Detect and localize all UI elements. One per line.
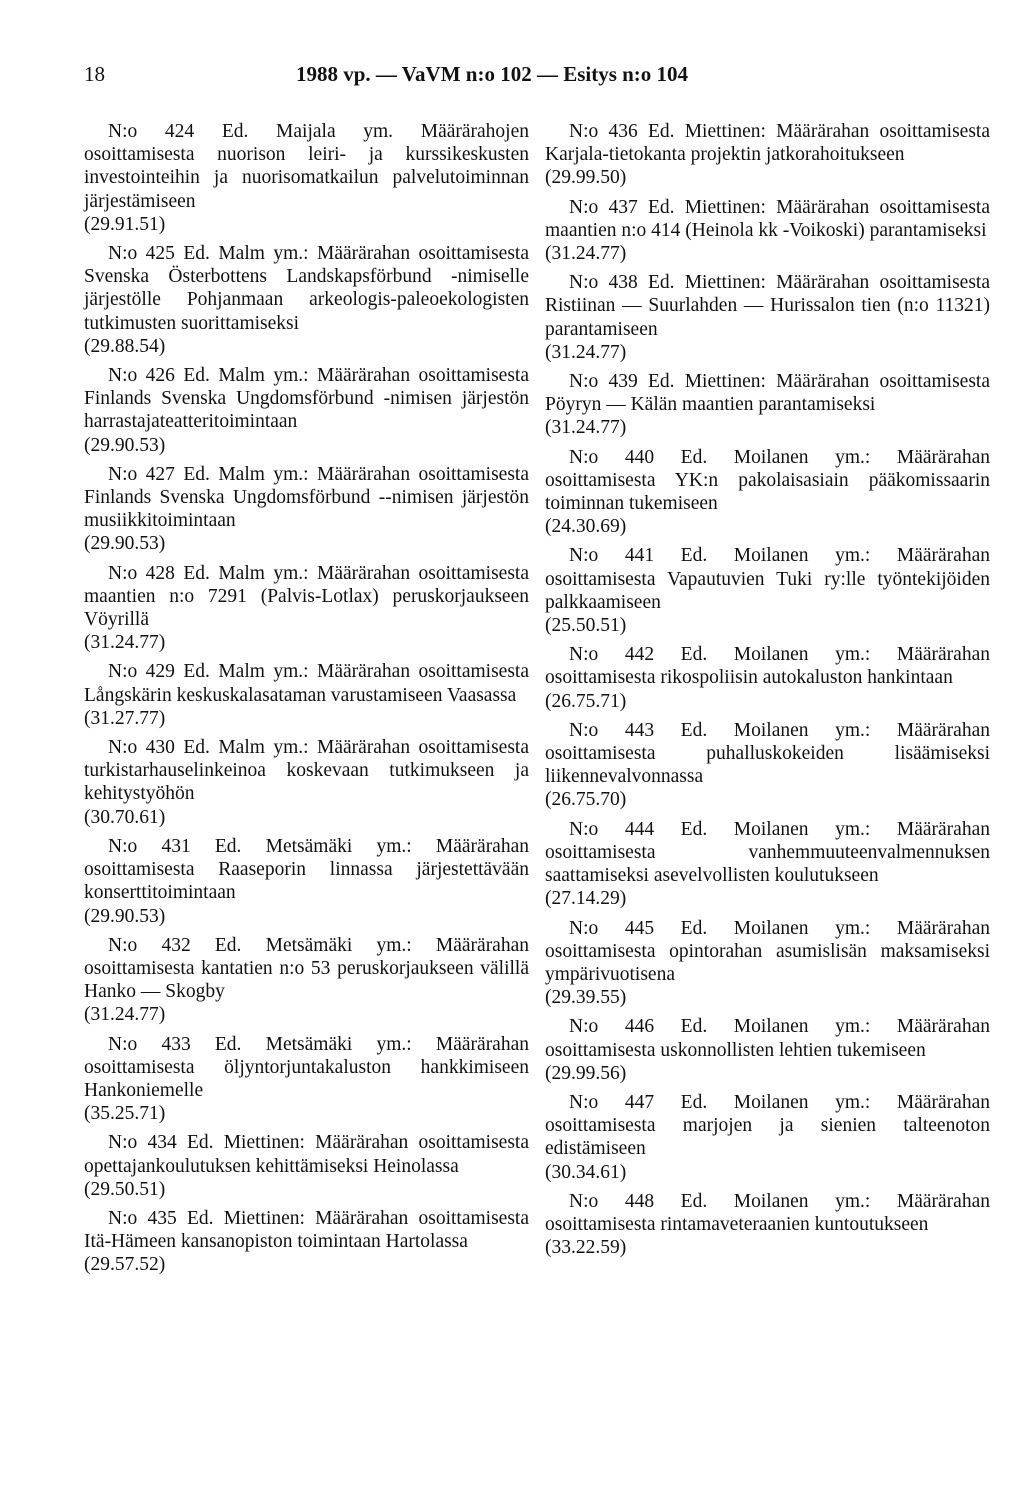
motion-entry: [545, 643, 990, 713]
budget-code: (26.75.71): [545, 690, 627, 712]
motion-description: N:o 437 Ed. Miettinen: Määrärahan osoittamisesta maantien n:o 414 (Heinola kk -Voikoski) parantamiseksi: [545, 196, 990, 241]
budget-code: (29.88.54): [84, 335, 166, 357]
motion-description: N:o 434 Ed. Miettinen: Määrärahan osoittamisesta opettajankoulutuksen kehittämiseksi Heinolassa: [84, 1132, 529, 1177]
budget-code: (25.50.51): [545, 615, 627, 637]
motion-entry: [545, 196, 990, 266]
budget-code: (27.14.29): [545, 888, 627, 910]
page-header: [0, 62, 1024, 92]
motion-entry: [84, 1207, 529, 1277]
motion-entry: [545, 719, 990, 812]
budget-code: (26.75.70): [545, 789, 627, 811]
motion-description: N:o 433 Ed. Metsämäki ym.: Määrärahan osoittamisesta öljyntorjuntakaluston hankkimiseen Hankoniemelle: [84, 1033, 529, 1101]
left-column: [84, 120, 529, 1283]
motion-description: N:o 448 Ed. Moilanen ym.: Määrärahan osoittamisesta rintamaveteraanien kuntoutukseen: [545, 1190, 990, 1235]
budget-code: (29.90.53): [84, 434, 166, 456]
motion-entry: [84, 934, 529, 1027]
budget-code: (30.70.61): [84, 806, 166, 828]
budget-code: (31.24.77): [545, 243, 627, 265]
budget-code: (31.24.77): [545, 341, 627, 363]
budget-code: (29.99.56): [545, 1062, 627, 1084]
motion-description: N:o 435 Ed. Miettinen: Määrärahan osoittamisesta Itä-Hämeen kansanopiston toimintaan Hartolassa: [84, 1207, 529, 1253]
motion-entry: [84, 463, 529, 556]
motion-entry: [545, 1015, 990, 1085]
motion-description: N:o 428 Ed. Malm ym.: Määrärahan osoittamisesta maantien n:o 7291 (Palvis-Lotlax) peruskorjaukseen Vöyrillä: [84, 562, 529, 631]
budget-code: (29.39.55): [545, 987, 627, 1009]
motion-entry: [84, 562, 529, 655]
motion-entry: [545, 544, 990, 637]
motion-description: N:o 445 Ed. Moilanen ym.: Määrärahan osoittamisesta opintorahan asumislisän maksamiseksi ympärivuotisena: [545, 917, 990, 985]
budget-code: (29.57.52): [84, 1254, 166, 1276]
budget-code: (29.91.51): [84, 213, 166, 235]
motion-entry: [545, 1091, 990, 1184]
motion-description: N:o 439 Ed. Miettinen: Määrärahan osoittamisesta Pöyryn — Kälän maantien parantamiseksi: [545, 371, 990, 416]
motion-description: N:o 427 Ed. Malm ym.: Määrärahan osoittamisesta Finlands Svenska Ungdomsförbund --nimisen järjestön musiikkitoimintaan: [84, 463, 529, 532]
budget-code: (24.30.69): [545, 516, 627, 538]
motion-description: N:o 430 Ed. Malm ym.: Määrärahan osoittamisesta turkistarhauselinkeinoa koskevaan tutkimukseen ja kehitystyöhön: [84, 737, 529, 805]
budget-code: (29.90.53): [84, 533, 166, 555]
motion-description: N:o 424 Ed. Maijala ym. Määrärahojen osoittamisesta nuorison leiri- ja kurssikeskusten investointeihin ja nuorisomatkailun palvelutoiminnan järjestämiseen: [84, 121, 529, 212]
motion-description: N:o 436 Ed. Miettinen: Määrärahan osoittamisesta Karjala-tietokanta projektin jatkorahoitukseen: [545, 121, 990, 166]
budget-code: (29.90.53): [84, 905, 166, 927]
budget-code: (35.25.71): [84, 1103, 166, 1125]
motion-description: N:o 431 Ed. Metsämäki ym.: Määrärahan osoittamisesta Raaseporin linnassa järjestettävään konserttitoimintaan: [84, 835, 529, 904]
budget-code: (31.24.77): [545, 417, 627, 439]
motion-entry: [84, 242, 529, 358]
motion-description: N:o 438 Ed. Miettinen: Määrärahan osoittamisesta Ristiinan — Suurlahden — Hurissalon tien (n:o 11321) parantamiseen: [545, 272, 990, 340]
motion-entry: [545, 446, 990, 539]
motion-description: N:o 442 Ed. Moilanen ym.: Määrärahan osoittamisesta rikospoliisin autokaluston hankintaan: [545, 644, 990, 689]
budget-code: (31.27.77): [84, 707, 166, 729]
budget-code: (29.50.51): [84, 1178, 166, 1200]
motion-entry: [84, 120, 529, 236]
motion-description: N:o 447 Ed. Moilanen ym.: Määrärahan osoittamisesta marjojen ja sienien talteenoton edistämiseen: [545, 1091, 990, 1160]
motion-entry: [84, 660, 529, 730]
motion-description: N:o 441 Ed. Moilanen ym.: Määrärahan osoittamisesta Vapautuvien Tuki ry:lle työntekijöiden palkkaamiseen: [545, 545, 990, 613]
motion-entry: [545, 120, 990, 190]
motion-entry: [84, 736, 529, 829]
budget-code: (30.34.61): [545, 1161, 627, 1183]
motion-entry: [84, 835, 529, 928]
budget-code: (31.24.77): [84, 1004, 166, 1026]
motion-description: N:o 429 Ed. Malm ym.: Määrärahan osoittamisesta Långskärin keskuskalasataman varustamiseen Vaasassa: [84, 661, 529, 706]
motion-description: N:o 443 Ed. Moilanen ym.: Määrärahan osoittamisesta puhalluskokeiden lisäämiseksi liikennevalvonnassa: [545, 719, 990, 788]
right-column: [545, 120, 990, 1265]
running-head: 1988 vp. — VaVM n:o 102 — Esitys n:o 104: [296, 62, 689, 86]
budget-code: (33.22.59): [545, 1237, 627, 1259]
motion-description: N:o 432 Ed. Metsämäki ym.: Määrärahan osoittamisesta kantatien n:o 53 peruskorjaukseen välillä Hanko — Skogby: [84, 934, 529, 1003]
motion-entry: [545, 917, 990, 1010]
motion-entry: [545, 818, 990, 911]
motion-description: N:o 440 Ed. Moilanen ym.: Määrärahan osoittamisesta YK:n pakolaisasiain pääkomissaarin toiminnan tukemiseen: [545, 446, 990, 515]
motion-entry: [545, 271, 990, 364]
motion-entry: [545, 1190, 990, 1260]
motion-description: N:o 426 Ed. Malm ym.: Määrärahan osoittamisesta Finlands Svenska Ungdomsförbund -nimisen järjestön harrastajateatteritoimintaan: [84, 365, 529, 433]
motion-description: N:o 444 Ed. Moilanen ym.: Määrärahan osoittamisesta vanhemmuuteenvalmennuksen saattamiseksi asevelvollisten koulutukseen: [545, 818, 990, 887]
motion-description: N:o 446 Ed. Moilanen ym.: Määrärahan osoittamisesta uskonnollisten lehtien tukemiseen: [545, 1016, 990, 1061]
motion-entry: [84, 1131, 529, 1201]
page-number: 18: [84, 62, 105, 86]
motion-entry: [84, 1033, 529, 1126]
budget-code: (29.99.50): [545, 167, 627, 189]
motion-entry: [84, 364, 529, 457]
budget-code: (31.24.77): [84, 632, 166, 654]
motion-entry: [545, 370, 990, 440]
motion-description: N:o 425 Ed. Malm ym.: Määrärahan osoittamisesta Svenska Österbottens Landskapsförbund -nimiselle järjestölle Pohjanmaan arkeologis-paleoekologisten tutkimusten suorittamiseksi: [84, 243, 529, 334]
